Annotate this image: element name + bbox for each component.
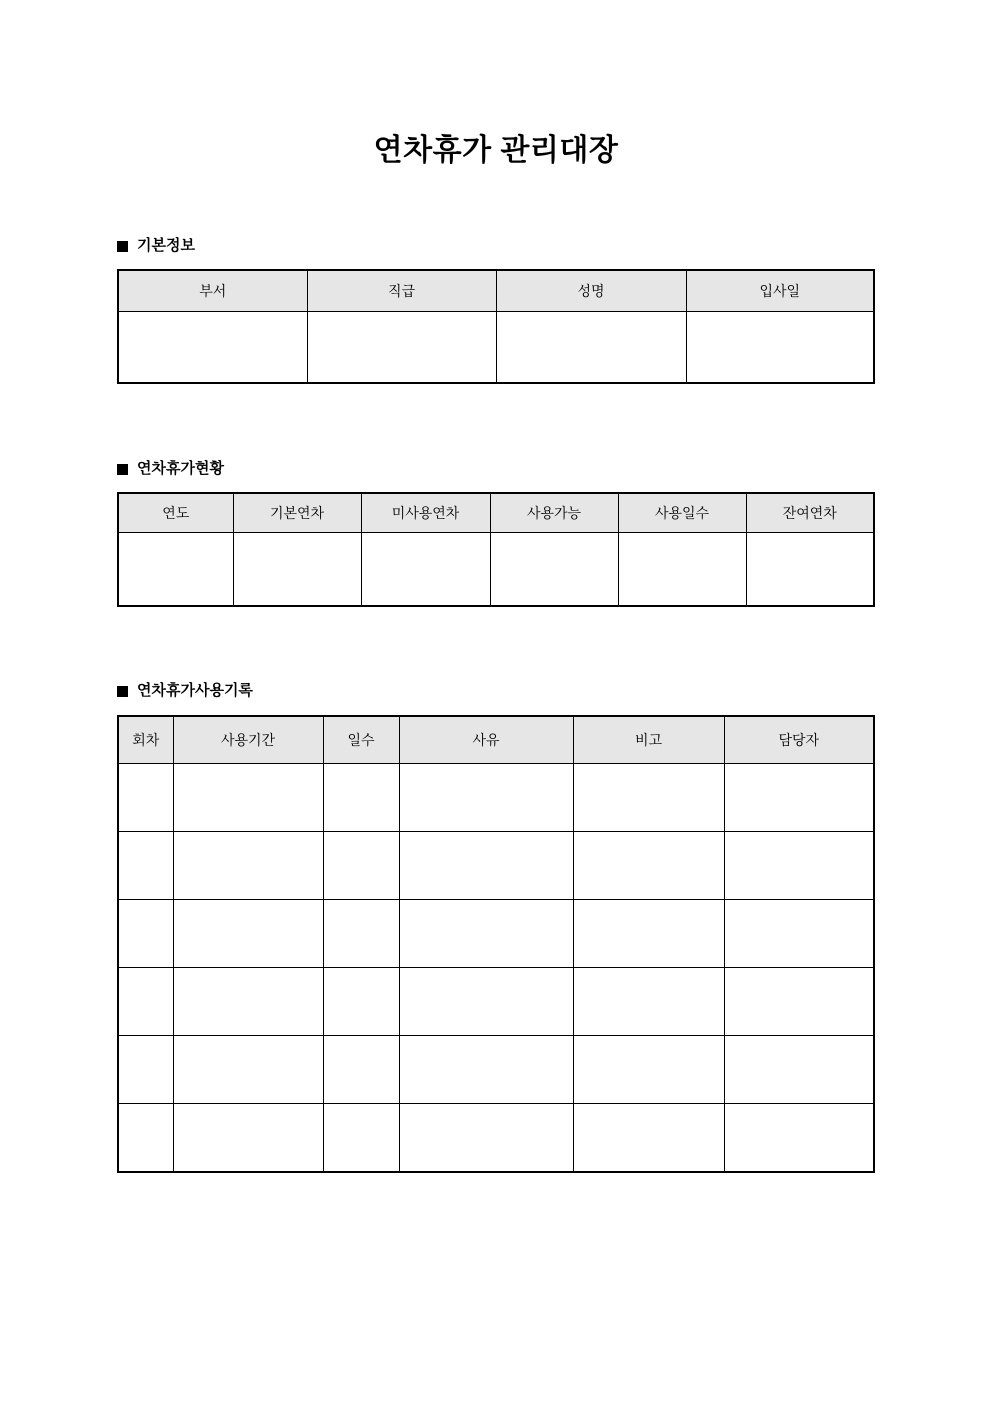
- table-leave-status: [117, 492, 875, 607]
- cell-usage-period[interactable]: [173, 968, 323, 1036]
- cell-department[interactable]: [118, 312, 307, 384]
- filled-square-bullet-icon: [117, 241, 128, 252]
- section-heading-basic-info: [117, 237, 873, 255]
- column-header-position: 직급: [307, 270, 496, 312]
- cell-remarks[interactable]: [573, 1104, 724, 1173]
- column-header-remarks: 비고: [573, 716, 724, 764]
- cell-remarks[interactable]: [573, 1036, 724, 1104]
- cell-used-days[interactable]: [618, 533, 746, 607]
- section-heading-usage-record: [117, 682, 873, 700]
- section-heading-label: 연차휴가사용기록: [137, 682, 253, 699]
- cell-remaining-leave[interactable]: [746, 533, 874, 607]
- cell-remarks[interactable]: [573, 764, 724, 832]
- cell-days[interactable]: [323, 968, 399, 1036]
- cell-usage-period[interactable]: [173, 1036, 323, 1104]
- section-usage-record: [117, 682, 873, 1173]
- section-heading-label: 연차휴가현황: [137, 460, 224, 477]
- section-heading-label: 기본정보: [137, 237, 195, 254]
- cell-remarks[interactable]: [573, 900, 724, 968]
- cell-sequence[interactable]: [118, 968, 173, 1036]
- table-row: [118, 832, 874, 900]
- table-row: [118, 1036, 874, 1104]
- filled-square-bullet-icon: [117, 686, 128, 697]
- cell-usage-period[interactable]: [173, 832, 323, 900]
- column-header-department: 부서: [118, 270, 307, 312]
- cell-reason[interactable]: [399, 1104, 573, 1173]
- cell-unused-leave[interactable]: [361, 533, 490, 607]
- cell-remarks[interactable]: [573, 968, 724, 1036]
- table-row: [118, 312, 874, 384]
- cell-position[interactable]: [307, 312, 496, 384]
- column-header-remaining-leave: 잔여연차: [746, 493, 874, 533]
- cell-available-leave[interactable]: [490, 533, 618, 607]
- column-header-available-leave: 사용가능: [490, 493, 618, 533]
- table-row: [118, 533, 874, 607]
- column-header-unused-leave: 미사용연차: [361, 493, 490, 533]
- cell-sequence[interactable]: [118, 1104, 173, 1173]
- cell-hire-date[interactable]: [686, 312, 874, 384]
- cell-base-leave[interactable]: [233, 533, 361, 607]
- cell-manager[interactable]: [724, 1036, 874, 1104]
- cell-reason[interactable]: [399, 764, 573, 832]
- table-header-row: [118, 716, 874, 764]
- cell-manager[interactable]: [724, 764, 874, 832]
- column-header-base-leave: 기본연차: [233, 493, 361, 533]
- column-header-usage-period: 사용기간: [173, 716, 323, 764]
- cell-sequence[interactable]: [118, 1036, 173, 1104]
- section-heading-leave-status: [117, 460, 873, 478]
- cell-sequence[interactable]: [118, 900, 173, 968]
- filled-square-bullet-icon: [117, 464, 128, 475]
- cell-reason[interactable]: [399, 900, 573, 968]
- cell-days[interactable]: [323, 832, 399, 900]
- table-basic-info: [117, 269, 875, 384]
- cell-usage-period[interactable]: [173, 1104, 323, 1173]
- table-row: [118, 764, 874, 832]
- cell-usage-period[interactable]: [173, 900, 323, 968]
- table-row: [118, 900, 874, 968]
- cell-usage-period[interactable]: [173, 764, 323, 832]
- cell-name[interactable]: [496, 312, 686, 384]
- section-leave-status: [117, 460, 873, 607]
- column-header-days: 일수: [323, 716, 399, 764]
- column-header-hire-date: 입사일: [686, 270, 874, 312]
- table-row: [118, 968, 874, 1036]
- cell-sequence[interactable]: [118, 832, 173, 900]
- column-header-name: 성명: [496, 270, 686, 312]
- column-header-year: 연도: [118, 493, 233, 533]
- cell-manager[interactable]: [724, 968, 874, 1036]
- table-row: [118, 1104, 874, 1173]
- cell-days[interactable]: [323, 1036, 399, 1104]
- cell-year[interactable]: [118, 533, 233, 607]
- section-basic-info: [117, 237, 873, 384]
- cell-sequence[interactable]: [118, 764, 173, 832]
- table-header-row: [118, 270, 874, 312]
- cell-reason[interactable]: [399, 1036, 573, 1104]
- table-usage-record: [117, 715, 875, 1173]
- column-header-reason: 사유: [399, 716, 573, 764]
- cell-reason[interactable]: [399, 832, 573, 900]
- column-header-used-days: 사용일수: [618, 493, 746, 533]
- column-header-sequence: 회차: [118, 716, 173, 764]
- page-title: 연차휴가 관리대장: [373, 134, 619, 167]
- cell-reason[interactable]: [399, 968, 573, 1036]
- cell-manager[interactable]: [724, 832, 874, 900]
- cell-days[interactable]: [323, 764, 399, 832]
- table-header-row: [118, 493, 874, 533]
- column-header-manager: 담당자: [724, 716, 874, 764]
- cell-days[interactable]: [323, 900, 399, 968]
- cell-manager[interactable]: [724, 1104, 874, 1173]
- cell-manager[interactable]: [724, 900, 874, 968]
- cell-days[interactable]: [323, 1104, 399, 1173]
- cell-remarks[interactable]: [573, 832, 724, 900]
